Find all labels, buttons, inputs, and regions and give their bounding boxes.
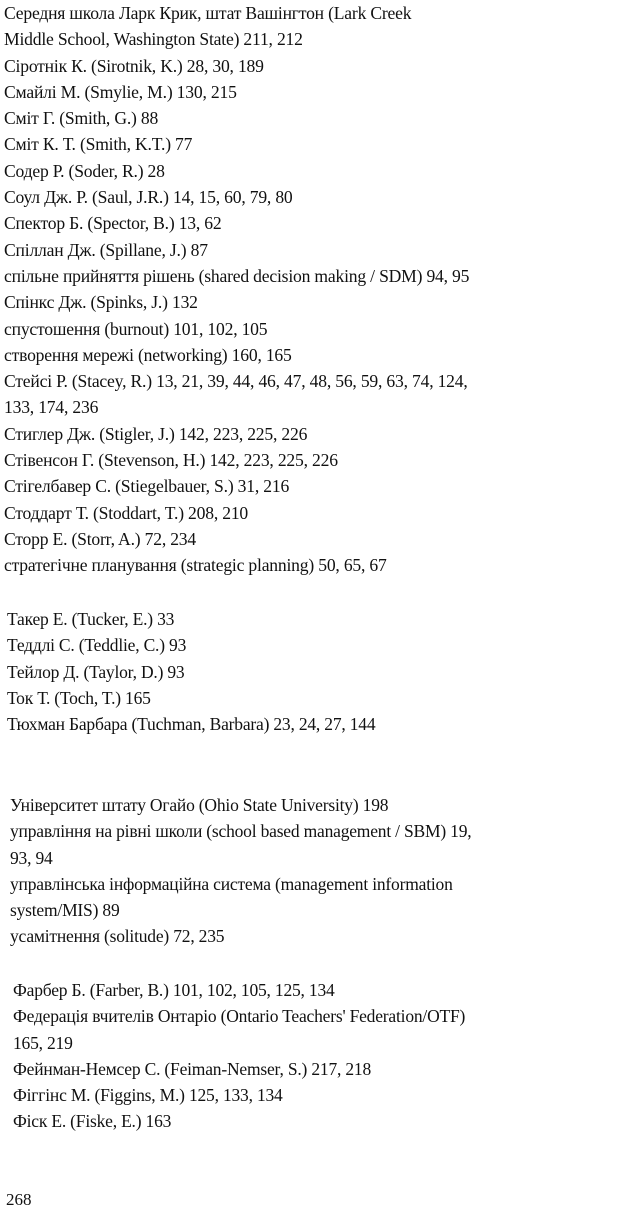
index-entry: 165, 219 xyxy=(13,1032,73,1053)
index-entry: Содер Р. (Soder, R.) 28 xyxy=(4,160,165,181)
index-entry: Ток Т. (Toch, T.) 165 xyxy=(7,687,151,708)
index-entry: Фіггінс М. (Figgins, M.) 125, 133, 134 xyxy=(13,1085,283,1106)
index-entry: Фарбер Б. (Farber, B.) 101, 102, 105, 125, 134 xyxy=(13,980,335,1000)
index-entry: system/MIS) 89 xyxy=(10,900,120,921)
index-entry: Стиглер Дж. (Stigler, J.) 142, 223, 225, 226 xyxy=(4,423,308,444)
index-entry: Middle School, Washington State) 211, 212 xyxy=(4,29,303,50)
index-entry: управлінська інформаційна система (management information xyxy=(10,873,453,894)
index-entry: Федерація вчителів Онтаріо (Ontario Teachers' Federation/OTF) xyxy=(13,1006,466,1027)
index-entry: Сіротнік К. (Sirotnik, K.) 28, 30, 189 xyxy=(4,55,264,76)
index-entry: Теддлі С. (Teddlie, C.) 93 xyxy=(7,635,187,656)
index-entry: Сміт К. Т. (Smith, K.T.) 77 xyxy=(4,134,193,155)
index-entry: 93, 94 xyxy=(10,847,53,868)
index-entry: Фейнман-Немсер С. (Feiman-Nemser, S.) 217, 218 xyxy=(13,1058,371,1079)
index-entry: 133, 174, 236 xyxy=(4,397,99,418)
index-group-s xyxy=(4,0,469,579)
index-entry: спільне прийняття рішень (shared decision making / SDM) 94, 95 xyxy=(4,265,470,286)
index-entry: Стівенсон Г. (Stevenson, H.) 142, 223, 225, 226 xyxy=(4,450,338,471)
index-group-f xyxy=(13,977,465,1135)
index-entry: Тюхман Барбара (Tuchman, Barbara) 23, 24, 27, 144 xyxy=(7,714,376,735)
index-group-t xyxy=(7,606,375,737)
index-entry: Сторр Е. (Storr, A.) 72, 234 xyxy=(4,528,197,549)
index-entry: управління на рівні школи (school based management / SBM) 19, xyxy=(10,821,472,842)
index-entry: Соул Дж. Р. (Saul, J.R.) 14, 15, 60, 79, 80 xyxy=(4,187,293,208)
page-number: 268 xyxy=(6,1190,32,1209)
index-entry: Стейсі Р. (Stacey, R.) 13, 21, 39, 44, 46, 47, 48, 56, 59, 63, 74, 124, xyxy=(4,371,468,392)
index-entry: Університет штату Огайо (Ohio State University) 198 xyxy=(10,795,389,815)
index-entry: Тейлор Д. (Taylor, D.) 93 xyxy=(7,661,185,682)
index-entry: Фіск Е. (Fiske, E.) 163 xyxy=(13,1111,172,1132)
index-entry: Смайлі М. (Smylie, M.) 130, 215 xyxy=(4,81,237,102)
index-entry: усамітнення (solitude) 72, 235 xyxy=(10,926,225,947)
index-entry: Такер Е. (Tucker, E.) 33 xyxy=(7,609,175,629)
index-entry: Стоддарт Т. (Stoddart, T.) 208, 210 xyxy=(4,502,249,523)
index-group-u xyxy=(10,792,471,950)
index-entry: Середня школа Ларк Крик, штат Вашінгтон (Lark Creek xyxy=(4,3,412,23)
index-entry: Спінкс Дж. (Spinks, J.) 132 xyxy=(4,292,198,313)
index-entry: Спектор Б. (Spector, B.) 13, 62 xyxy=(4,213,222,234)
index-entry: стратегічне планування (strategic planning) 50, 65, 67 xyxy=(4,555,387,576)
index-entry: створення мережі (networking) 160, 165 xyxy=(4,344,292,365)
index-entry: Сміт Г. (Smith, G.) 88 xyxy=(4,108,159,129)
index-entry: спустошення (burnout) 101, 102, 105 xyxy=(4,318,268,339)
index-entry: Стігелбавер С. (Stiegelbauer, S.) 31, 216 xyxy=(4,476,290,497)
index-entry: Спіллан Дж. (Spillane, J.) 87 xyxy=(4,239,208,260)
